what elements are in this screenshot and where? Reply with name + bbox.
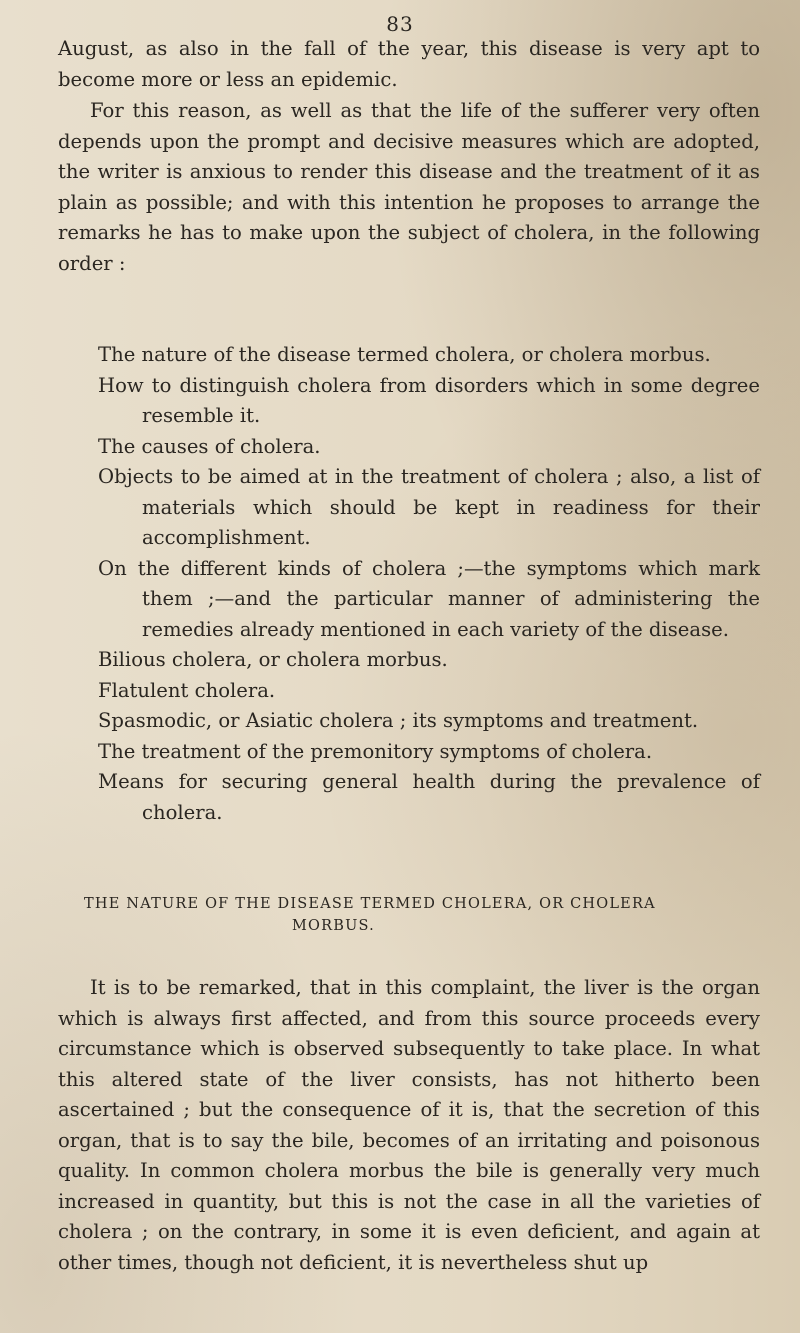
contents-item: The nature of the disease termed cholera, or cholera morbus.: [98, 343, 711, 366]
contents-item: Flatulent cholera.: [98, 678, 276, 702]
section-heading-line-1: THE NATURE OF THE DISEASE TERMED CHOLERA, OR CHOLERA: [84, 896, 656, 912]
contents-item: On the different kinds of cholera ;—the symptoms which mark them ;—and the particular manner of administering the remedies already mentioned in each variety of the disease.: [98, 556, 760, 641]
intro-paragraph: For this reason, as well as that the life of the sufferer very often depends upon the prompt and decisive measures which are adopted, the writer is anxious to render this disease and the treatment of it as plain as possible; and with this intention he proposes to arrange the remarks he has to make upon the subject of cholera, in the following order :: [58, 99, 760, 275]
intro-paragraph-continuation: August, as also in the fall of the year, this disease is very apt to become more or less an epidemic.: [58, 37, 760, 91]
section-heading: [84, 893, 704, 937]
page-number: 83: [386, 12, 414, 36]
contents-item: Bilious cholera, or cholera morbus.: [98, 648, 448, 671]
contents-item: Means for securing general health during the prevalence of cholera.: [98, 770, 760, 824]
section-body-paragraph: It is to be remarked, that in this complaint, the liver is the organ which is always first affected, and from this source proceeds every circumstance which is observed subsequently to take place. In what this altered state of the liver consists, has not hitherto been ascertained ; but the consequence of it is, that the secretion of this organ, that is to say the bile, becomes of an irritating and poisonous quality. In common cholera morbus the bile is generally very much increased in quantity, but this is not the case in all the varieties of cholera ; on the contrary, in some it is even deficient, and again at other times, though not deficient, it is nevertheless shut up: [58, 976, 760, 1274]
section-heading-line-2: MORBUS.: [292, 918, 375, 934]
contents-item: The causes of cholera.: [98, 434, 321, 458]
contents-item: Spasmodic, or Asiatic cholera ; its symptoms and treatment.: [98, 709, 699, 732]
contents-item: Objects to be aimed at in the treatment of cholera ; also, a list of materials which should be kept in readiness for their accomplishment.: [98, 465, 760, 549]
contents-item: The treatment of the premonitory symptoms of cholera.: [98, 739, 653, 763]
contents-item: How to distinguish cholera from disorders which in some degree resemble it.: [98, 373, 760, 427]
contents-list: [58, 340, 760, 828]
